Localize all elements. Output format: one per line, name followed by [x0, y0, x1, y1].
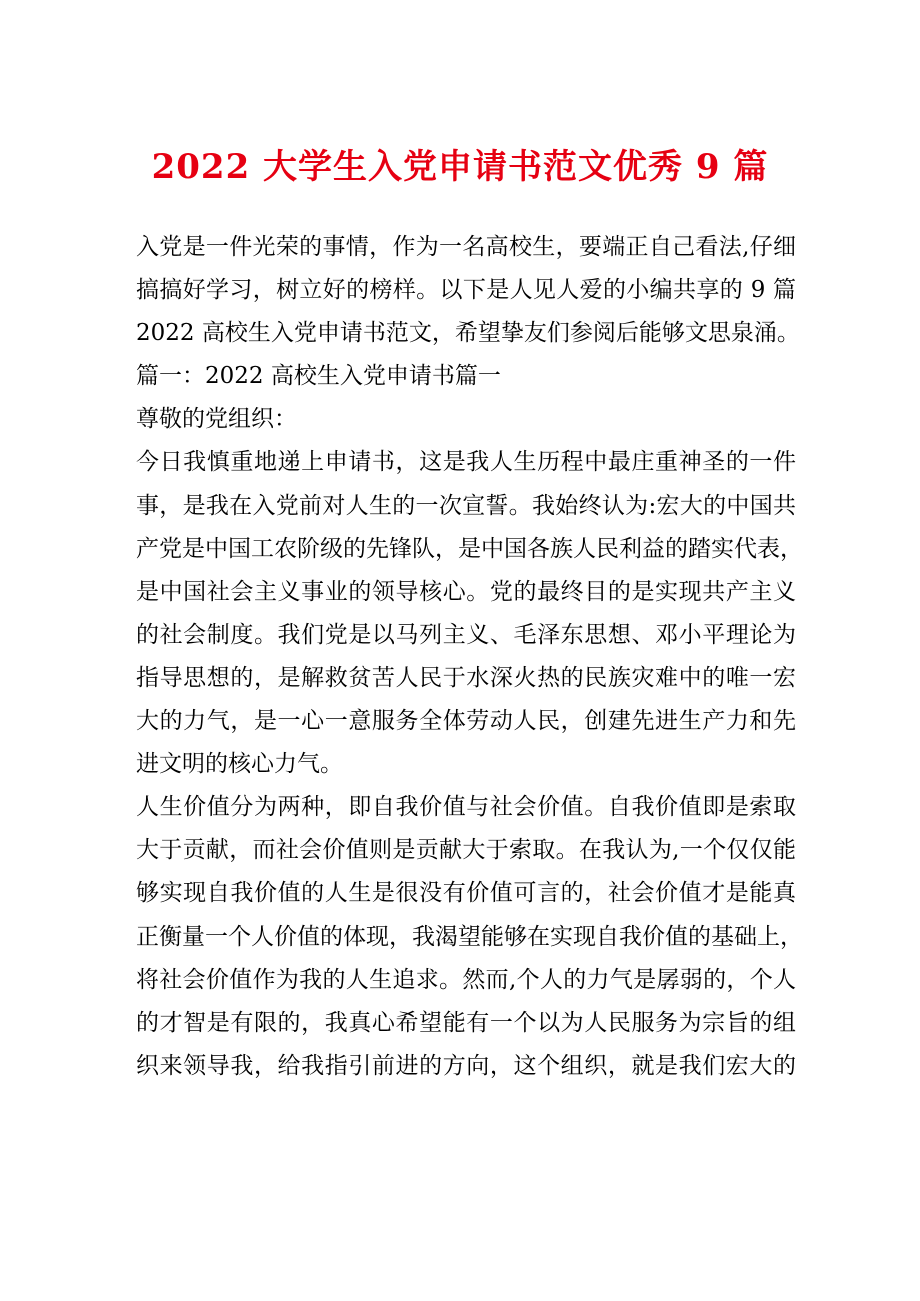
text-line: 正衡量一个人价值的体现，我渴望能够在实现自我价值的基础上，: [136, 923, 803, 950]
text-line: 进文明的核心力气。: [136, 751, 343, 778]
text-line: 将社会价值作为我的人生追求。然而,个人的力气是孱弱的，个人: [136, 966, 796, 993]
text-line: 指导思想的，是解救贫苦人民于水深火热的民族灾难中的唯一宏: [136, 664, 796, 691]
text-line: 够实现自我价值的人生是很没有价值可言的，社会价值才是能真: [136, 880, 796, 907]
document-title: 2022 大学生入党申请书范文优秀 9 篇: [151, 147, 769, 187]
section-heading: 篇一：2022 高校生入党申请书篇一: [136, 363, 501, 390]
text-line: 大的力气，是一心一意服务全体劳动人民，创建先进生产力和先: [136, 708, 796, 735]
document-body: [136, 226, 803, 1088]
text-line: 的才智是有限的，我真心希望能有一个以为人民服务为宗旨的组: [136, 1009, 796, 1036]
text-line: 的社会制度。我们党是以马列主义、毛泽东思想、邓小平理论为: [136, 621, 796, 648]
salutation: 尊敬的党组织：: [136, 406, 297, 433]
text-line: 2022 高校生入党申请书范文，希望挚友们参阅后能够文思泉涌。: [136, 320, 800, 347]
text-line: 事，是我在入党前对人生的一次宣誓。我始终认为:宏大的中国共: [136, 492, 796, 519]
text-line: 是中国社会主义事业的领导核心。党的最终目的是实现共产主义: [136, 578, 796, 605]
text-line: 大于贡献，而社会价值则是贡献大于索取。在我认为,一个仅仅能: [136, 837, 796, 864]
text-line: 人生价值分为两种，即自我价值与社会价值。自我价值即是索取: [136, 794, 796, 821]
text-line: 今日我慎重地递上申请书，这是我人生历程中最庄重神圣的一件: [136, 449, 796, 476]
text-line: 搞搞好学习，树立好的榜样。以下是人见人爱的小编共享的 9 篇: [136, 277, 796, 304]
text-line: 产党是中国工农阶级的先锋队，是中国各族人民利益的踏实代表，: [136, 535, 803, 562]
text-line: 入党是一件光荣的事情，作为一名高校生，要端正自己看法,仔细: [136, 234, 796, 260]
text-line: 织来领导我，给我指引前进的方向，这个组织，就是我们宏大的: [136, 1052, 796, 1079]
